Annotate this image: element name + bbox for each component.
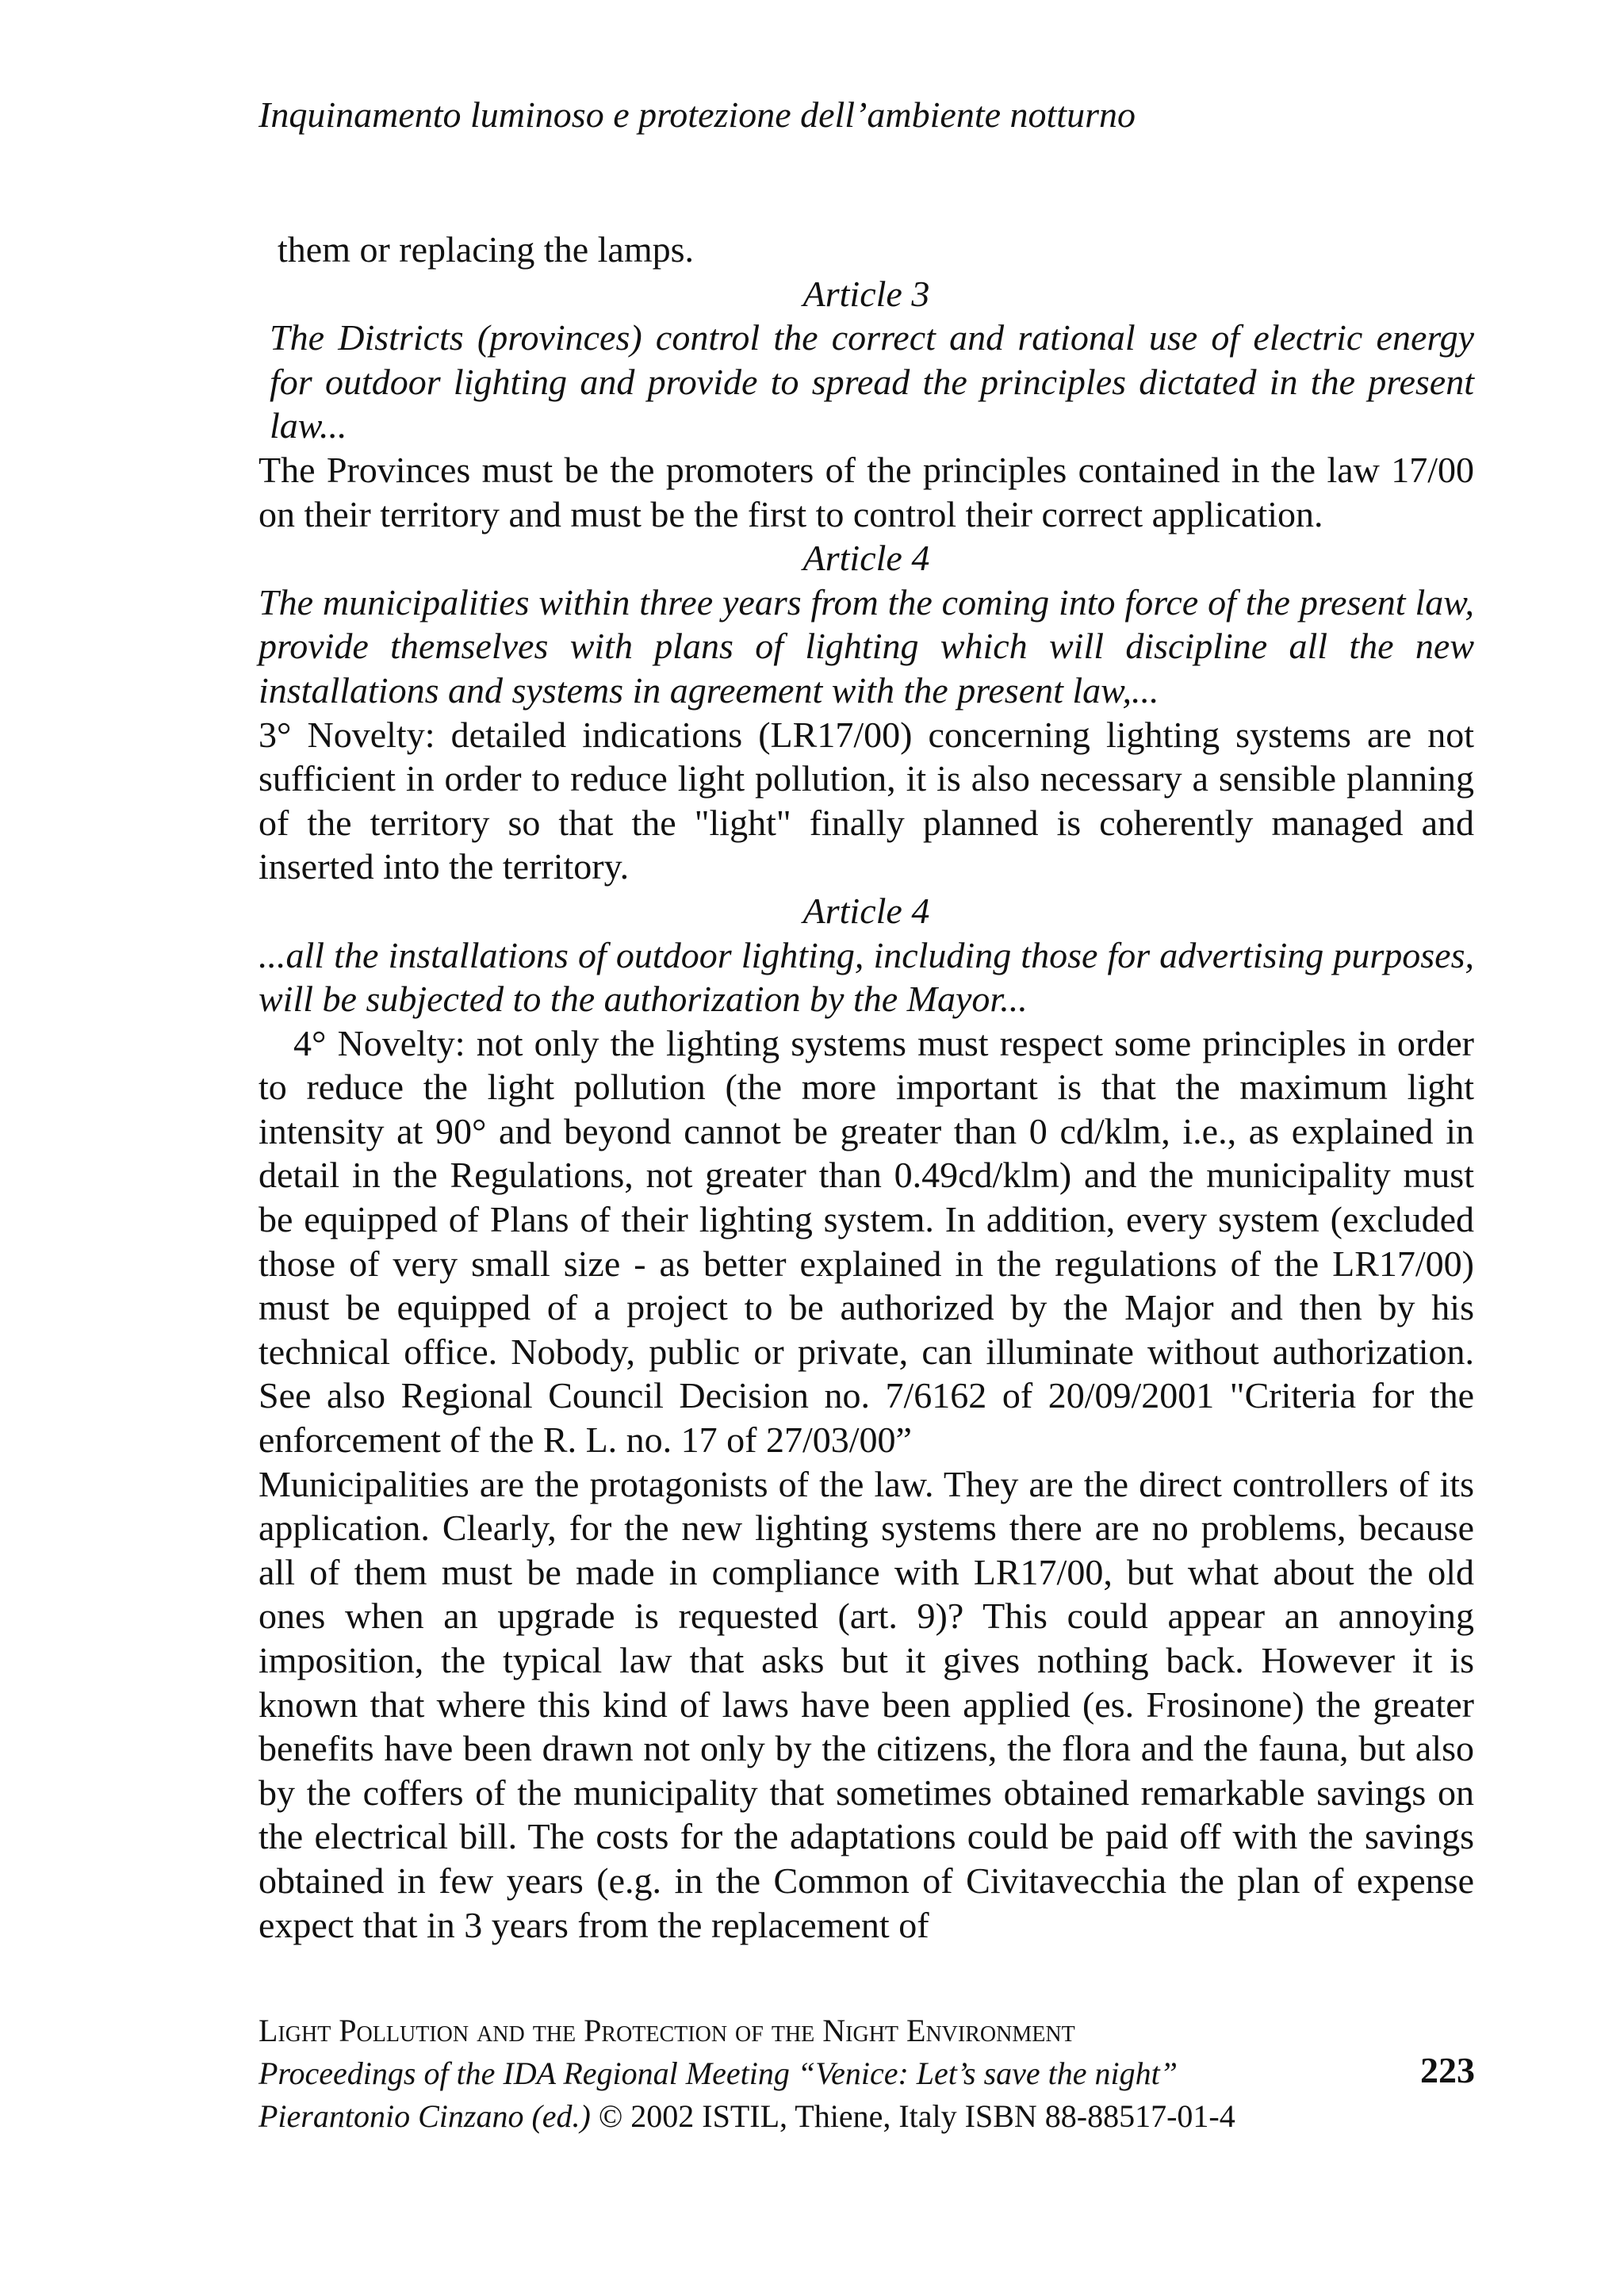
article-3-heading: Article 3 [802, 273, 930, 314]
article-4-heading-second: Article 4 [802, 890, 930, 931]
footer-proceedings: Proceedings of the IDA Regional Meeting “Venice: Let’s save the night” [259, 2055, 1178, 2091]
article-3-quote: The Districts (provinces) control the correct and rational use of electric energy for outdoor lighting and provide to spread the principles dictated in the present law... [270, 317, 1474, 446]
running-header: Inquinamento luminoso e protezione dell’ambiente notturno [259, 94, 1136, 135]
footer-publisher: © 2002 ISTIL, Thiene, Italy ISBN 88-88517-01-4 [598, 2098, 1235, 2134]
novelty-4-paragraph: 4° Novelty: not only the lighting systems must respect some principles in order to reduce the light pollution (the more important is that the maximum light intensity at 90° and beyond cannot be greater than 0 cd/klm, i.e., as explained in detail in the Regulations, not greater than 0.49cd/klm) and the municipality must be equipped of Plans of their lighting system. In addition, every system (excluded those of very small size - as better explained in the regulations of the LR17/00) must be equipped of a project to be authorized by the Major and then by his technical office. Nobody, public or private, can illuminate without authorization. See also Regional Council Decision no. 7/6162 of 20/09/2001 "Criteria for the enforcement of the R. L. no. 17 of 27/03/00” [259, 1022, 1474, 1461]
municipalities-paragraph: Municipalities are the protagonists of the law. They are the direct controllers of its application. Clearly, for the new lighting systems there are no problems, because all of them must be made in compliance with LR17/00, but what about the old ones when an upgrade is requested (art. 9)? This could appear an annoying imposition, the typical law that asks but it gives nothing back. However it is known that where this kind of laws have been applied (es. Frosinone) the greater benefits have been drawn not only by the citizens, the flora and the fauna, but also by the coffers of the municipality that sometimes obtained remarkable savings on the electrical bill. The costs for the adaptations could be paid off with the savings obtained in few years (e.g. in the Common of Civitavecchia the plan of expense expect that in 3 years from the replacement of [259, 1463, 1474, 1945]
footer-book-title: Light Pollution and the Protection of the Night Environment [259, 2013, 1075, 2048]
page-body [259, 228, 1474, 1947]
footer-editor-line [259, 2095, 1474, 2138]
article-3-comment: The Provinces must be the promoters of the principles contained in the law 17/00 on their territory and must be the first to control their correct application. [259, 449, 1474, 534]
page-number: 223 [1420, 2050, 1475, 2090]
novelty-3-paragraph: 3° Novelty: detailed indications (LR17/00) concerning lighting systems are not sufficient in order to reduce light pollution, it is also necessary a sensible planning of the territory so that the "light" finally planned is coherently managed and inserted into the territory. [259, 714, 1474, 887]
footer-editor: Pierantonio Cinzano (ed.) [259, 2098, 591, 2134]
paragraph-intro: them or replacing the lamps. [278, 229, 695, 270]
article-4-heading: Article 4 [802, 538, 930, 579]
article-4-quote: The municipalities within three years from the coming into force of the present law, provide themselves with plans of lighting which will discipline all the new installations and systems in agreement with the present law,... [259, 581, 1474, 711]
page-footer [259, 2009, 1474, 2138]
article-4-quote-second: ...all the installations of outdoor lighting, including those for advertising purposes, will be subjected to the authorization by the Mayor... [259, 934, 1474, 1020]
